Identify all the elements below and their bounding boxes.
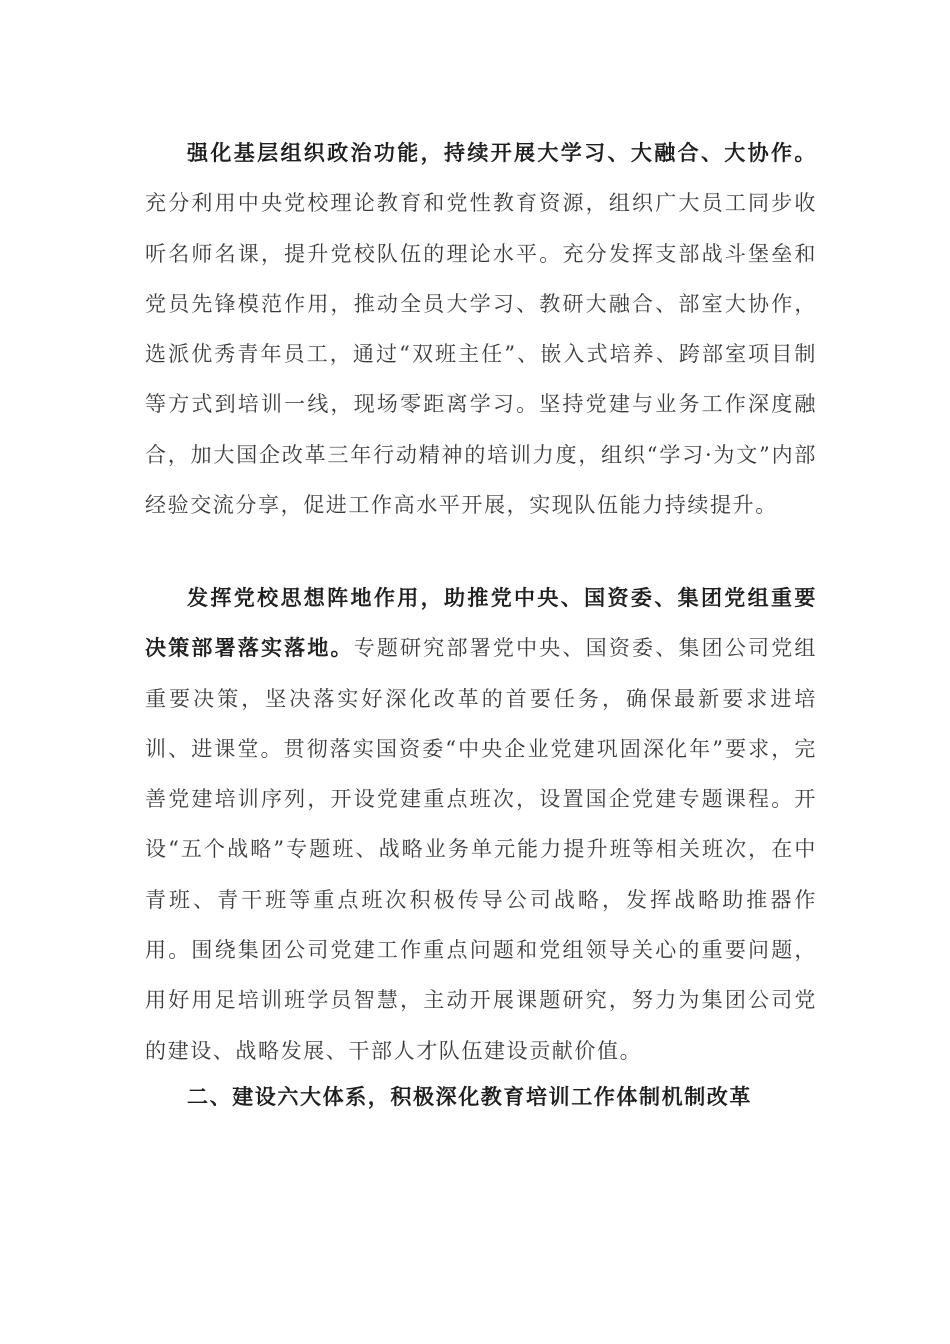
paragraph-lead: 强化基层组织政治功能，持续开展大学习、大融合、大协作。	[187, 141, 817, 165]
paragraph-body: 充分利用中央党校理论教育和党性教育资源，组织广大员工同步收听名师名课，提升党校队伍的理论水平。充分发挥支部战斗堡垒和党员先锋模范作用，推动全员大学习、教研大融合、部室大协作，选派优秀青年员工，通过“双班主任”、嵌入式培养、跨部室项目制等方式到培训一线，现场零距离学习。坚持党建与业务工作深度融合，加大国企改革三年行动精神的培训力度，组织“学习·为文”内部经验交流分享，促进工作高水平开展，实现队伍能力持续提升。	[145, 191, 817, 518]
section-heading: 二、建设六大体系，积极深化教育培训工作体制机制改革	[187, 1085, 752, 1109]
paragraph-organization-function	[145, 128, 817, 530]
paragraph-lead: 发挥党校思想阵地作用，助推党中央、国资委、集团党组重要决策部署落实落地。	[145, 586, 817, 661]
paragraph-party-school-role	[145, 573, 817, 1076]
paragraph-body: 专题研究部署党中央、国资委、集团公司党组重要决策，坚决落实好深化改革的首要任务，确保最新要求进培训、进课堂。贯彻落实国资委“中央企业党建巩固深化年”要求，完善党建培训序列，开设党建重点班次，设置国企党建专题课程。开设“五个战略”专题班、战略业务单元能力提升班等相关班次，在中青班、青干班等重点班次积极传导公司战略，发挥战略助推器作用。围绕集团公司党建工作重点问题和党组领导关心的重要问题，用好用足培训班学员智慧，主动开展课题研究，努力为集团公司党的建设、战略发展、干部人才队伍建设贡献价值。	[145, 636, 817, 1063]
